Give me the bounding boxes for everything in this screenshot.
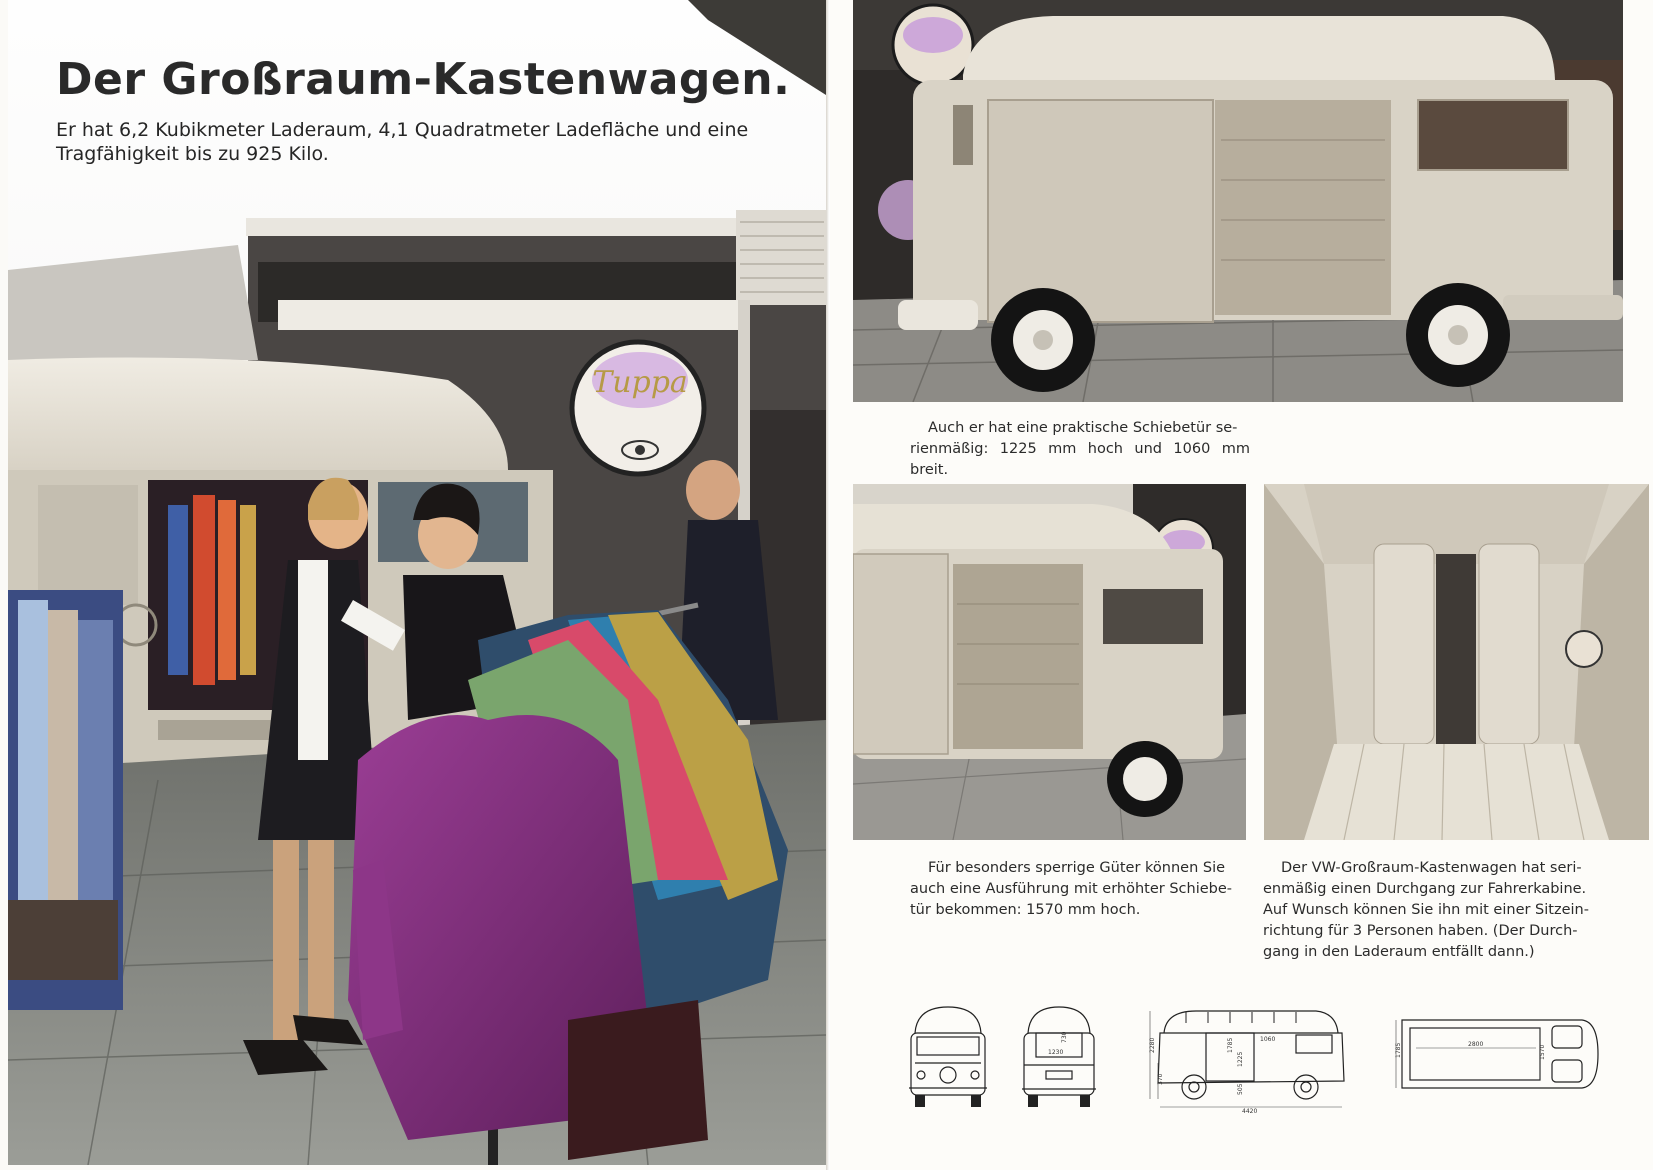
caption-line: auch eine Ausführung mit erhöhter Schiebe-	[910, 881, 1232, 897]
drawing-top-view	[1392, 1012, 1604, 1096]
caption-line: enmäßig einen Durchgang zur Fahrerkabine.	[1263, 881, 1587, 897]
subtitle-line: Tragfähigkeit bis zu 925 Kilo.	[56, 143, 329, 165]
caption-line: Auch er hat eine praktische Schiebetür se-	[928, 420, 1238, 436]
shop-sign-text: Tuppa	[592, 365, 688, 400]
caption-raised-door	[910, 858, 1248, 921]
caption-passage-seats	[1263, 858, 1601, 963]
dim-side-length: 4420	[1242, 1108, 1258, 1115]
caption-line: Auf Wunsch können Sie ihn mit einer Sitzein-	[1263, 902, 1589, 918]
dim-top-outer: 1785	[1395, 1042, 1402, 1058]
dim-rear-height: 730	[1061, 1031, 1068, 1043]
main-photo-van-clothing-rack	[8, 0, 826, 1165]
photo-cargo-interior	[1264, 484, 1649, 840]
dim-top-length: 2800	[1468, 1041, 1484, 1048]
dim-rear-width: 1230	[1048, 1049, 1064, 1056]
drawing-side-view	[1146, 1003, 1356, 1115]
subtitle-line: Er hat 6,2 Kubikmeter Laderaum, 4,1 Quadratmeter Ladefläche und eine	[56, 119, 749, 141]
caption-line: richtung für 3 Personen haben. (Der Durch-	[1263, 923, 1578, 939]
photo-van-side-sliding-door	[853, 0, 1623, 402]
caption-line: gang in den Laderaum entfällt dann.)	[1263, 944, 1535, 960]
caption-line: tür bekommen: 1570 mm hoch.	[910, 902, 1141, 918]
dim-side-ground: 370	[1157, 1073, 1164, 1085]
page-headline: Der Großraum-Kastenwagen.	[56, 54, 791, 105]
caption-line: Der VW-Großraum-Kastenwagen hat seri-	[1281, 860, 1582, 876]
headline-subtitle	[56, 118, 756, 166]
drawing-rear-view	[1018, 1003, 1100, 1111]
drawing-front-view	[903, 1003, 993, 1111]
dim-side-height-total: 2280	[1149, 1037, 1156, 1053]
caption-line: rienmäßig: 1225 mm hoch und 1060 mm breit.	[910, 441, 1250, 478]
dim-side-door-width: 1060	[1260, 1036, 1276, 1043]
caption-line: Für besonders sperrige Güter können Sie	[928, 860, 1226, 876]
photo-van-raised-door	[853, 484, 1246, 840]
dim-side-floor: 505	[1237, 1083, 1244, 1095]
dim-side-door-height: 1225	[1237, 1051, 1244, 1067]
dim-top-width: 1570	[1539, 1044, 1546, 1060]
dim-side-inner-height: 1785	[1227, 1037, 1234, 1053]
